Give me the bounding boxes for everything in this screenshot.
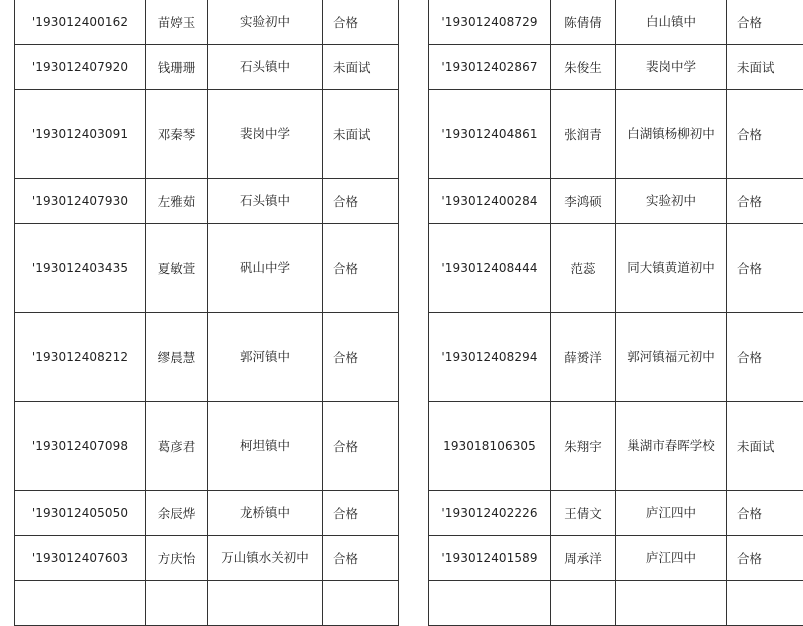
candidate-name: 王倩文: [551, 491, 616, 536]
candidate-school: 庐江四中: [616, 536, 727, 581]
candidate-id: '193012403091: [15, 90, 146, 179]
table-row-partial: [15, 581, 399, 626]
candidate-id: '193012400162: [15, 0, 146, 45]
interview-result: 未面试: [323, 45, 399, 90]
candidate-name: 周承洋: [551, 536, 616, 581]
table-row-partial: [429, 581, 803, 626]
candidate-school: 庐江四中: [616, 491, 727, 536]
table-row: [429, 90, 803, 179]
table-row: [429, 536, 803, 581]
candidate-school: 石头镇中: [208, 45, 323, 90]
table-row: [15, 491, 399, 536]
interview-result: 合格: [323, 179, 399, 224]
interview-result: 合格: [727, 0, 803, 45]
table-row: [429, 491, 803, 536]
candidate-id: '193012402226: [429, 491, 551, 536]
candidate-id: '193012408729: [429, 0, 551, 45]
candidate-school: 实验初中: [208, 0, 323, 45]
candidate-id: '193012403435: [15, 224, 146, 313]
candidate-school: 裴岗中学: [208, 90, 323, 179]
interview-result: 合格: [323, 313, 399, 402]
candidate-name: 邓秦琴: [146, 90, 208, 179]
candidate-school: 同大镇黄道初中: [616, 224, 727, 313]
table-row: [15, 45, 399, 90]
table-row: [15, 313, 399, 402]
candidate-school: 矾山中学: [208, 224, 323, 313]
interview-result: 合格: [323, 536, 399, 581]
candidate-school: 龙桥镇中: [208, 491, 323, 536]
table-row: [15, 90, 399, 179]
table-row: [429, 45, 803, 90]
candidate-school: 万山镇水关初中: [208, 536, 323, 581]
table-row: [15, 536, 399, 581]
candidate-name: 苗婷玉: [146, 0, 208, 45]
candidate-name: 夏敏萱: [146, 224, 208, 313]
candidate-school: 白湖镇杨柳初中: [616, 90, 727, 179]
candidate-school: 裴岗中学: [616, 45, 727, 90]
table-row: [15, 402, 399, 491]
candidate-school: 实验初中: [616, 179, 727, 224]
interview-result: 合格: [727, 491, 803, 536]
candidate-id: '193012405050: [15, 491, 146, 536]
table-row: [15, 0, 399, 45]
candidate-name: 钱珊珊: [146, 45, 208, 90]
interview-result: 合格: [727, 90, 803, 179]
interview-result: 合格: [727, 179, 803, 224]
table-row: [429, 313, 803, 402]
table-row: [15, 224, 399, 313]
candidate-id: '193012407098: [15, 402, 146, 491]
interview-result: 合格: [323, 224, 399, 313]
candidate-id: '193012407603: [15, 536, 146, 581]
table-row: [429, 402, 803, 491]
candidate-id: '193012408444: [429, 224, 551, 313]
candidate-name: 缪晨慧: [146, 313, 208, 402]
candidate-id: '193012408294: [429, 313, 551, 402]
interview-result: 合格: [323, 0, 399, 45]
candidate-name: 薛赟洋: [551, 313, 616, 402]
candidate-id: '193012407930: [15, 179, 146, 224]
candidate-school: 白山镇中: [616, 0, 727, 45]
table-row: [429, 224, 803, 313]
candidate-id: '193012408212: [15, 313, 146, 402]
candidate-id: '193012404861: [429, 90, 551, 179]
candidate-name: 方庆怡: [146, 536, 208, 581]
candidate-name: 朱俊生: [551, 45, 616, 90]
interview-result: 未面试: [727, 45, 803, 90]
table-row: [429, 0, 803, 45]
candidate-school: 郭河镇福元初中: [616, 313, 727, 402]
candidate-id: 193018106305: [429, 402, 551, 491]
candidate-name: 陈倩倩: [551, 0, 616, 45]
candidate-name: 李鸿硕: [551, 179, 616, 224]
interview-result: 合格: [727, 313, 803, 402]
candidate-name: 张润青: [551, 90, 616, 179]
candidate-id: '193012400284: [429, 179, 551, 224]
candidate-name: 余辰烨: [146, 491, 208, 536]
candidate-name: 范蕊: [551, 224, 616, 313]
candidate-name: 朱翔宇: [551, 402, 616, 491]
candidate-school: 巢湖市春晖学校: [616, 402, 727, 491]
table-row: [15, 179, 399, 224]
interview-result: 合格: [323, 402, 399, 491]
candidate-id: '193012402867: [429, 45, 551, 90]
candidate-id: '193012407920: [15, 45, 146, 90]
interview-result: 合格: [727, 536, 803, 581]
results-table-left: [14, 0, 399, 626]
table-row: [429, 179, 803, 224]
candidate-name: 左雅茹: [146, 179, 208, 224]
results-table-right: [428, 0, 803, 626]
candidate-id: '193012401589: [429, 536, 551, 581]
interview-result: 合格: [323, 491, 399, 536]
interview-result: 未面试: [727, 402, 803, 491]
candidate-school: 石头镇中: [208, 179, 323, 224]
interview-result: 合格: [727, 224, 803, 313]
interview-result: 未面试: [323, 90, 399, 179]
candidate-name: 葛彦君: [146, 402, 208, 491]
candidate-school: 柯坦镇中: [208, 402, 323, 491]
candidate-school: 郭河镇中: [208, 313, 323, 402]
